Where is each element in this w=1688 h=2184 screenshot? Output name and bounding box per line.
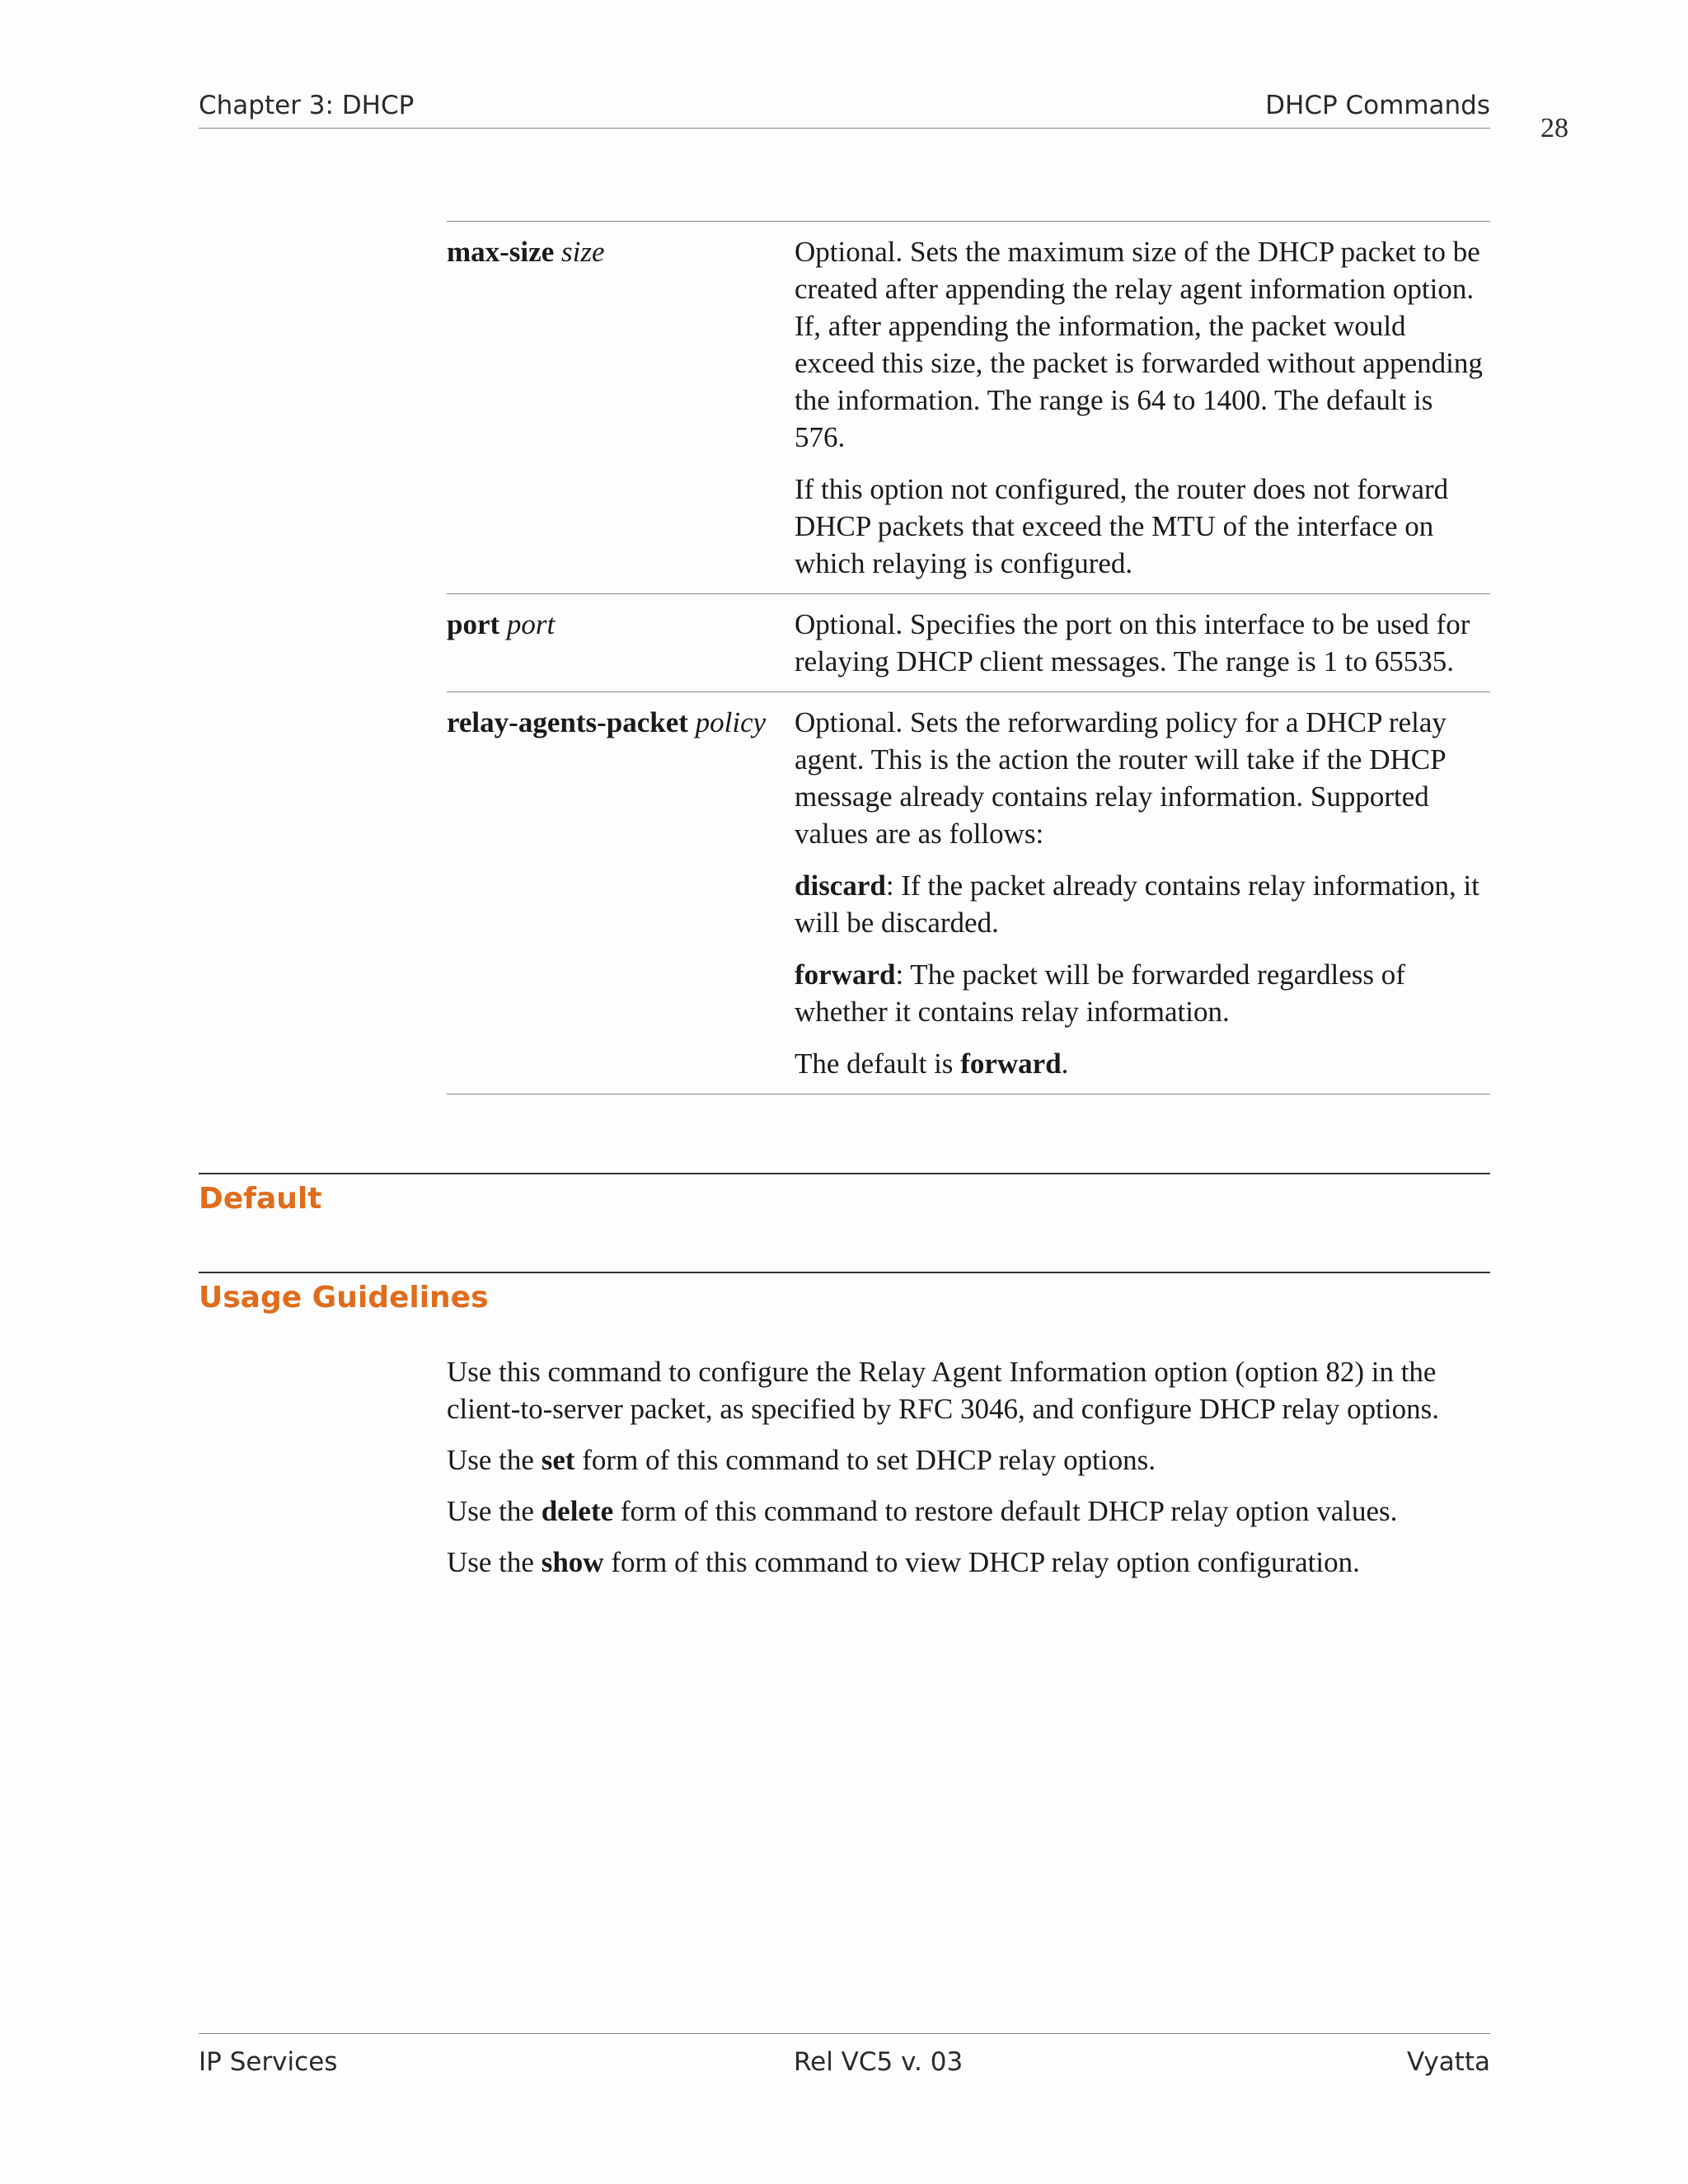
parameter-table	[447, 221, 1490, 1094]
param-keyword: max-size	[447, 236, 555, 268]
param-argument: port	[506, 608, 556, 640]
footer-right: Vyatta	[1406, 2047, 1490, 2077]
param-term	[447, 606, 795, 680]
discard-keyword: discard	[795, 869, 886, 902]
param-paragraph: Optional. Sets the maximum size of the DHCP packet to be created after appending the relay agent information option. If, after appending the information, the packet would exceed this size, the packet is forwarded without appending the information. The range is 64 to 1400. The default is 576.	[795, 236, 1483, 453]
discard-paragraph	[795, 867, 1490, 941]
param-description	[795, 606, 1490, 680]
forward-text: : The packet will be forwarded regardless of whether it contains relay information.	[795, 958, 1405, 1028]
usage-body	[447, 1353, 1490, 1595]
param-description	[795, 704, 1490, 1082]
default-paragraph	[795, 1045, 1490, 1082]
usage-text: Use the	[447, 1444, 542, 1476]
usage-text: form of this command to restore default DHCP relay option values.	[613, 1495, 1398, 1527]
param-paragraph: If this option not configured, the router does not forward DHCP packets that exceed the MTU of the interface on which relaying is configured.	[795, 473, 1449, 579]
show-keyword: show	[541, 1546, 604, 1578]
usage-show	[447, 1544, 1490, 1581]
default-section-rule	[199, 1173, 1490, 1174]
usage-text: Use the	[447, 1546, 542, 1578]
discard-text: : If the packet already contains relay information, it will be discarded.	[795, 869, 1479, 939]
header-rule	[199, 128, 1490, 129]
page-number: 28	[1540, 113, 1568, 143]
param-keyword: relay-agents-packet	[447, 706, 688, 738]
param-argument: policy	[695, 706, 767, 738]
usage-intro: Use this command to configure the Relay Agent Information option (option 82) in the client-to-server packet, as specified by RFC 3046, and configure DHCP relay options.	[447, 1356, 1439, 1425]
param-term	[447, 704, 795, 1082]
usage-text: form of this command to set DHCP relay options.	[574, 1444, 1156, 1476]
footer-center: Rel VC5 v. 03	[794, 2047, 964, 2077]
header-section: DHCP Commands	[1265, 91, 1490, 120]
default-heading: Default	[199, 1182, 322, 1216]
table-row	[447, 593, 1490, 691]
default-value: forward	[960, 1047, 1062, 1080]
param-paragraph: Optional. Specifies the port on this interface to be used for relaying DHCP client messages. The range is 1 to 65535.	[795, 608, 1470, 677]
set-keyword: set	[541, 1444, 575, 1476]
usage-delete	[447, 1493, 1490, 1530]
param-paragraph: Optional. Sets the reforwarding policy for a DHCP relay agent. This is the action the router will take if the DHCP message already contains relay information. Supported values are as follows:	[795, 706, 1447, 850]
footer-rule	[199, 2033, 1490, 2034]
default-suffix: .	[1061, 1047, 1069, 1080]
param-description	[795, 233, 1490, 582]
usage-set	[447, 1441, 1490, 1479]
forward-paragraph	[795, 956, 1490, 1030]
header-chapter: Chapter 3: DHCP	[199, 91, 415, 120]
param-argument: size	[560, 236, 605, 268]
footer-left: IP Services	[199, 2047, 338, 2077]
delete-keyword: delete	[541, 1495, 614, 1527]
usage-heading: Usage Guidelines	[199, 1281, 489, 1315]
table-row	[447, 691, 1490, 1094]
param-term	[447, 233, 795, 582]
default-prefix: The default is	[795, 1047, 961, 1080]
param-keyword: port	[447, 608, 500, 640]
forward-keyword: forward	[795, 958, 896, 991]
table-row	[447, 221, 1490, 593]
usage-text: form of this command to view DHCP relay option configuration.	[603, 1546, 1360, 1578]
usage-text: Use the	[447, 1495, 542, 1527]
usage-section-rule	[199, 1272, 1490, 1273]
